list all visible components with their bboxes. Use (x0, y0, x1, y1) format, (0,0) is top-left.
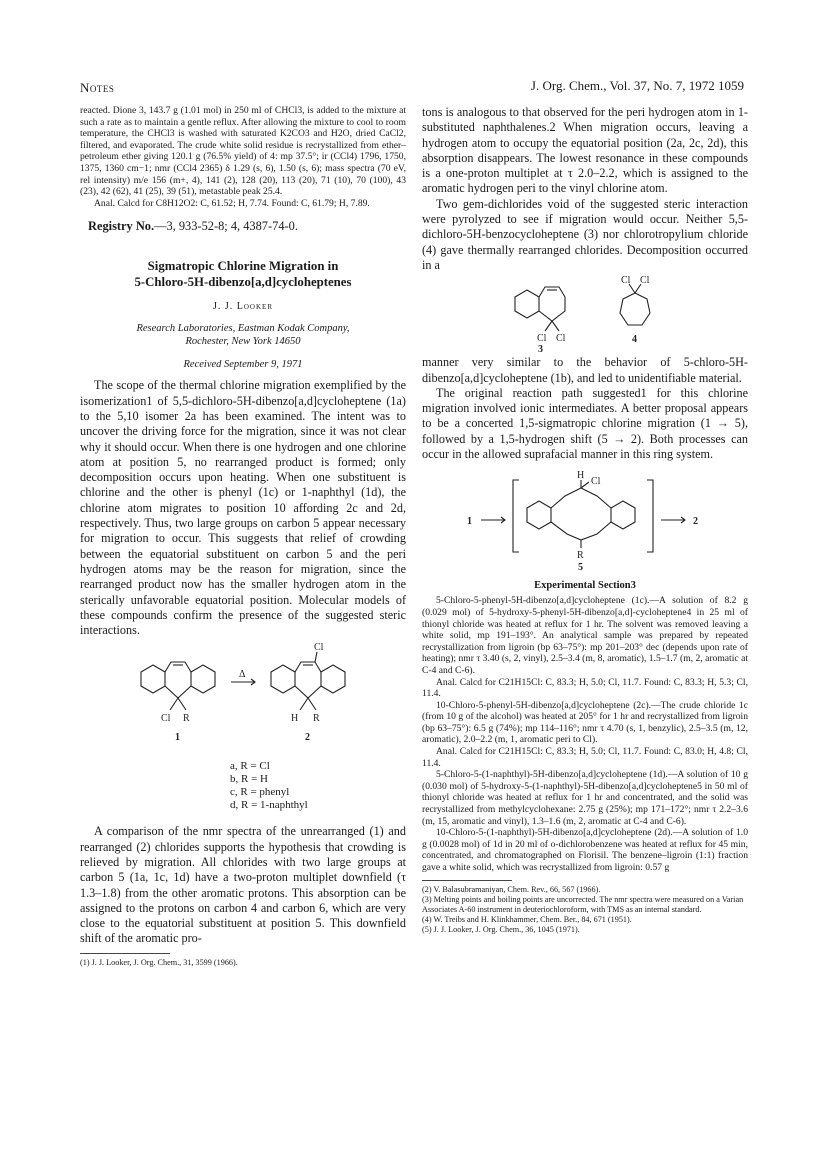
preceding-article-text: reacted. Dione 3, 143.7 g (1.01 mol) in 250 ml of CHCl3, is added to the mixture at such a rate as to maintain a gentle reflux. After allowing the mixture to cool to room temperature, the CHCl3 is washed with saturated K2CO3 and H2O, dried CaCl2, filtered, and evaporated. The crude white solid residue is recrystallized from ether–petroleum ether giving 120.1 g (76.5% yield) of 4: mp 37.5°; ir (CCl4) 1796, 1750, 1375, 1360 cm−1; nmr (CCl4 2365) δ 1.29 (s, 6), 1.50 (s, 6); mass spectra (70 eV, rel intensity) m/e 156 (m+, 4), 141 (2), 128 (20), 113 (20), 71 (10), 70 (100), 43 (23), 42 (62), 41 (25), 39 (51), metastable peak 25.4. (80, 105, 406, 198)
legend-c: c, R = phenyl (230, 786, 290, 799)
scheme-2-structures (485, 275, 685, 356)
legend-d: d, R = 1-naphthyl (230, 799, 308, 812)
affiliation-line2: Rochester, New York 14650 (185, 336, 301, 348)
received-date: Received September 9, 1971 (183, 359, 303, 371)
body-paragraph-5: manner very similar to the behavior of 5-chloro-5H-dibenzo[a,d]cycloheptene (1b), and led to unidentifiable material. (422, 355, 748, 385)
footnote-1: (1) J. J. Looker, J. Org. Chem., 31, 3599 (1966). (80, 957, 238, 967)
left-column (80, 105, 406, 968)
experimental-2c: 10-Chloro-5-phenyl-5H-dibenzo[a,d]cycloheptene (2c).—The crude chloride 1c (from 10 g of the alcohol) was heated at 205° for 1 hr and recrystallized from ligroin (bp 63–75°): 6.5 g (74%); mp 114–116°; nmr τ 4.70 (s, 1, benzylic), 2.5–3.5 (m, 12, aromatic), 2.0–2.2 (m, 1, aromatic peri to Cl). (422, 699, 748, 746)
scheme-2-cl-label-d: Cl (640, 275, 650, 287)
footnote-3: (3) Melting points and boiling points are uncorrected. The nmr spectra were measured on a Varian Associates A-60 instrument in deuteriochloroform, with TMS as an internal standard. (422, 894, 744, 914)
scheme-3-label-1: 1 (467, 516, 472, 528)
body-paragraph-1: The scope of the thermal chlorine migration exemplified by the isomerization1 of 5,5-dichloro-5H-dibenzo[a,d]cycloheptene (1a) to the 5,10 isomer 2a has been examined. The intent was to uncover the driving force for the migration, since it was not clear why it should occur. When there is one hydrogen and one chlorine atom at position 5, no rearranged product is formed; only decomposition occurs upon heating. When one substituent is chlorine and the other is phenyl (1c) or 1-naphthyl (1d), the chlorine atom migrates to position 10 affording 2c and 2d, respectively. Thus, two large groups on carbon 5 appear necessary for migration to occur. This suggests that relief of crowding between the equatorial substituent on carbon 5 and the peri hydrogen atoms may be the reason for migration, since the rearranged product now has the smaller hydrogen atom in the sterically unfavorable equatorial position. Molecular models of these compounds confirm the presence of the suggested steric interactions. (80, 378, 406, 638)
body-paragraph-4: Two gem-dichlorides void of the suggested steric interaction were pyrolyzed to see if migration would occur. Neither 5,5-dichloro-5H-benzocycloheptene (3) nor chlorotropylium chloride (4) gave thermally rearranged chlorides. Decomposition occurred in a (422, 196, 748, 272)
registry-numbers (88, 219, 406, 234)
footnote-rule-right (422, 880, 512, 881)
author: J. J. Looker (212, 301, 273, 313)
running-head-left: Notes (80, 80, 115, 95)
registry-text: —3, 933-52-8; 4, 4387-74-0. (154, 219, 298, 234)
article-title (80, 258, 406, 290)
registry-label: Registry No. (88, 219, 155, 234)
preceding-article-anal: Anal. Calcd for C8H12O2: C, 61.52; H, 7.74. Found: C, 61.79; H, 7.89. (94, 197, 370, 209)
article-title-line1: Sigmatropic Chlorine Migration in (147, 259, 339, 274)
scheme-3-r-label: R (577, 550, 584, 562)
affiliation-line1: Research Laboratories, Eastman Kodak Company, (136, 323, 350, 335)
scheme-1-r2-label: R (313, 713, 320, 725)
scheme-2-cl-label-c: Cl (621, 275, 631, 287)
experimental-heading: Experimental Section3 (534, 580, 636, 592)
affiliation (80, 322, 406, 348)
compound-label-1: 1 (175, 732, 180, 744)
right-column (422, 105, 748, 935)
experimental-1c: 5-Chloro-5-phenyl-5H-dibenzo[a,d]cycloheptene (1c).—A solution of 8.2 g (0.029 mol) of 5-hydroxy-5-phenyl-5H-dibenzo[a,d]-cycloheptene4 in 25 ml of thionyl chloride was heated at reflux for 1 hr. The solvent was removed leaving a white solid, mp 191–193°. An analytical sample was prepared by repeated recrystallization from ligroin (bp 63–75°): mp 201–203° dec (depends upon rate of heating); nmr τ 3.40 (s, 2, vinyl), 2.5–3.4 (m, 8, aromatic), 1.5–1.7 (m, 2, aromatic at C-4 and C-6). (422, 595, 748, 676)
scheme-1-structures (123, 642, 363, 760)
scheme-3-label-2: 2 (693, 516, 698, 528)
substituent-legend (230, 760, 406, 812)
scheme-3-h-label: H (577, 470, 585, 482)
footnote-2: (2) V. Balasubramaniyan, Chem. Rev., 66, 567 (1966). (422, 884, 601, 894)
experimental-2c-anal: Anal. Calcd for C21H15Cl: C, 83.3; H, 5.0; Cl, 11.7. Found: C, 83.0; H, 4.8; Cl, 11.4. (422, 746, 748, 769)
experimental-1c-anal: Anal. Calcd for C21H15Cl: C, 83.3; H, 5.0; Cl, 11.7. Found: C, 83.3; H, 5.3; Cl, 11.4. (422, 676, 748, 700)
scheme-1-r-label: R (183, 713, 190, 725)
running-head-right: J. Org. Chem., Vol. 37, No. 7, 1972 1059 (530, 78, 744, 93)
scheme-2-cl-label-b: Cl (556, 333, 566, 345)
compound-label-4: 4 (632, 334, 637, 346)
footnote-4: (4) W. Treibs and H. Klinkhammer, Chem. Ber., 84, 671 (1951). (422, 914, 632, 924)
footnote-5: (5) J. J. Looker, J. Org. Chem., 36, 1045 (1971). (422, 924, 580, 934)
scheme-1-arrow-label: Δ (239, 669, 246, 681)
experimental-2d: 10-Chloro-5-(1-naphthyl)-5H-dibenzo[a,d]cycloheptene (2d).—A solution of 1.0 g (0.0028 mol) of 1d in 20 ml of o-dichlorobenzene was heated at reflux for 45 min, concentrated, and chromatographed on Florisil. The benzene–ligroin (1:1) fraction gave a white solid, which was recrystallized from ligroin: 0.57 g (422, 827, 748, 873)
footnote-rule (80, 953, 170, 954)
compound-label-3: 3 (538, 344, 543, 356)
legend-b: b, R = H (230, 773, 268, 786)
legend-a: a, R = Cl (230, 760, 270, 773)
scheme-3-label-5: 5 (578, 562, 583, 574)
scheme-1-h-label: H (291, 713, 299, 725)
compound-label-2: 2 (305, 732, 310, 744)
scheme-1-cl-label: Cl (161, 713, 171, 725)
scheme-2-cl-label-a: Cl (537, 333, 547, 345)
scheme-3-cl-label: Cl (591, 476, 601, 488)
experimental-1d: 5-Chloro-5-(1-naphthyl)-5H-dibenzo[a,d]cycloheptene (1d).—A solution of 10 g (0.030 mol) of 5-hydroxy-5-(1-naphthyl)-5H-dibenzo[a,d]cycloheptene5 in 50 ml of thionyl chloride was heated at reflux for 1 hr and concentrated, and the solid was recrystallized from methylcyclohexane: 2.75 g (25%); mp 171–172°; nmr τ 2.2–3.6 (m, 15, aromatic and vinyl), 1.3–1.6 (m, 2, aromatic at C-4 and C-6). (422, 769, 748, 827)
body-paragraph-3: tons is analogous to that observed for the peri hydrogen atom in 1-substituted naphthalenes.2 When migration occurs, leaving a hydrogen atom to occupy the equatorial position (2a, 2c, 2d), this absorption disappears. The lowest resonance in these compounds is a one-proton multiplet at τ 2.0–2.2, which is assigned to the aromatic hydrogen peri to the vinyl chlorine atom. (422, 105, 748, 196)
scheme-3-mechanism (455, 468, 715, 572)
body-paragraph-6: The original reaction path suggested1 for this chlorine migration involved ionic intermediates. A better proposal appears to be a concerted 1,5-sigmatropic chlorine migration (1 → 5), followed by a 1,5-hydrogen shift (5 → 2). Both processes can occur in the allowed suprafacial manner in this ring system. (422, 385, 748, 462)
article-title-line2: 5-Chloro-5H-dibenzo[a,d]cycloheptenes (134, 275, 352, 290)
scheme-1-cl2-label: Cl (314, 642, 324, 654)
body-paragraph-2: A comparison of the nmr spectra of the unrearranged (1) and rearranged (2) chlorides supports the hypothesis that crowding is relieved by migration. All chlorides with two large groups at carbon 5 (1a, 1c, 1d) have a two-proton multiplet downfield (τ 1.3–1.8) from the other aromatic protons. This absorption can be assigned to the protons on carbon 4 and carbon 6, which are very close to the equatorial substituent at position 5. This downfield shift of the aromatic pro- (80, 824, 406, 946)
